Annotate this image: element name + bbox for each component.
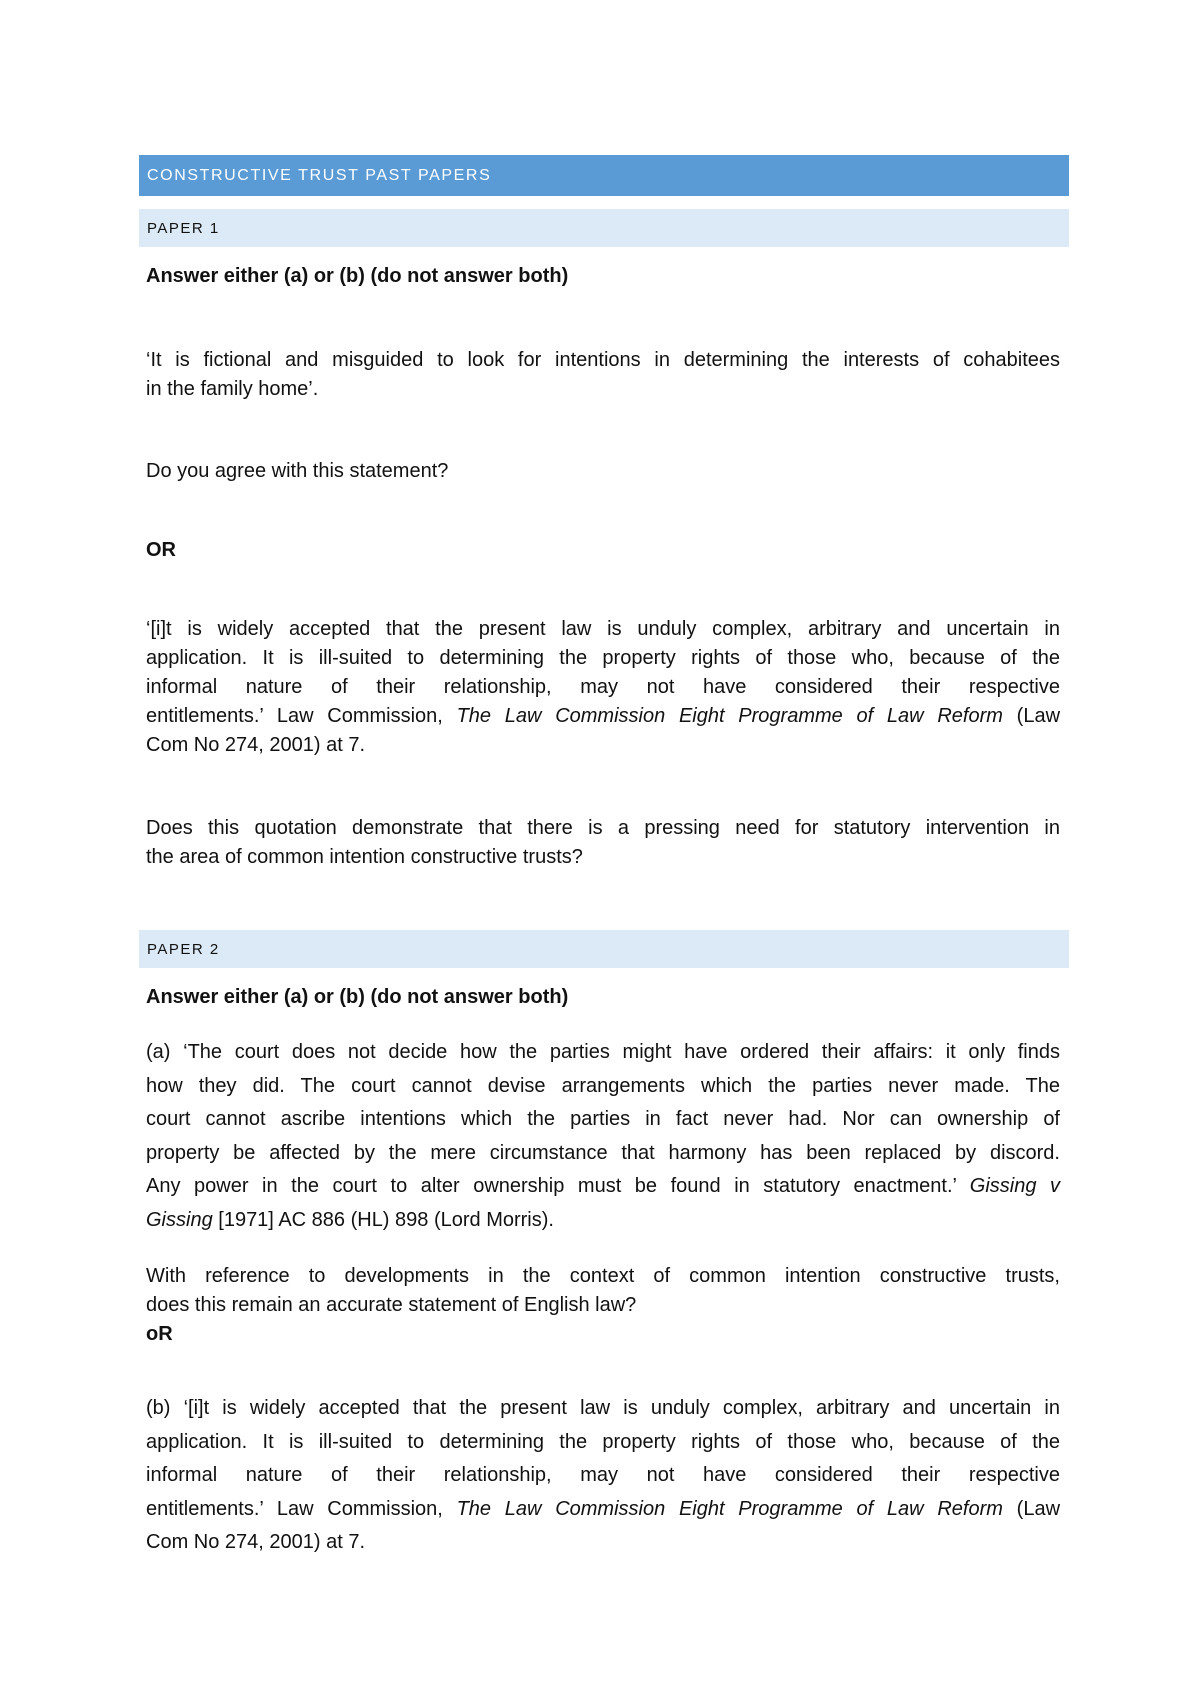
paper-2-option-b-line: informal nature of their relationship, may not have considered their respective [146,1464,1060,1486]
paper-1-quote-1-line: ‘It is fictional and misguided to look for intentions in determining the interests of cohabitees [146,349,1060,371]
quote-text: Any power in the court to alter ownership must be found in statutory enactment.’ [146,1175,970,1197]
paper-1-quote-1-line: in the family home’. [146,378,319,400]
paper-2-option-b-line [146,1493,1060,1527]
paper-1-quote-2-line [146,702,1060,731]
citation-prefix: entitlements.’ Law Commission, [146,705,457,727]
paper-1-question-2 [146,814,1060,872]
paper-2-option-a-line: (a) ‘The court does not decide how the parties might have ordered their affairs: it only finds [146,1041,1060,1063]
paper-2-option-a-line [146,1170,1060,1204]
paper-2-instruction: Answer either (a) or (b) (do not answer both) [146,986,569,1008]
document-title-bar [139,155,1069,196]
citation-title: The Law Commission Eight Programme of Law Reform [456,1497,1003,1520]
paper-1-heading-bar [139,209,1069,247]
paper-2-option-b-line: Com No 274, 2001) at 7. [146,1531,366,1553]
paper-2-heading-bar [139,930,1069,968]
paper-2-option-a-line: property be affected by the mere circumstance that harmony has been replaced by discord. [146,1141,1060,1164]
paper-2-heading: PAPER 2 [147,940,220,958]
paper-1-quote-2-line: informal nature of their relationship, may not have considered their respective [146,676,1060,698]
paper-2-option-b-line: application. It is ill-suited to determining the property rights of those who, because of the [146,1430,1060,1453]
citation-title: The Law Commission Eight Programme of Law Reform [456,705,1003,727]
paper-2-option-a-line [146,1204,1060,1238]
paper-1-quote-2-line: ‘[i]t is widely accepted that the present law is unduly complex, arbitrary and uncertain in [146,618,1060,640]
paper-1-quote-2 [146,615,1060,760]
paper-2-option-a-line: how they did. The court cannot devise arrangements which the parties never made. The [146,1074,1060,1097]
paper-1-or: OR [146,539,176,561]
paper-1-quote-2-line: Com No 274, 2001) at 7. [146,734,366,756]
paper-2-option-a-line: court cannot ascribe intentions which the parties in fact never had. Nor can ownership of [146,1108,1060,1130]
case-citation: [1971] AC 886 (HL) 898 (Lord Morris). [212,1208,554,1231]
paper-1-quote-1 [146,346,1060,404]
paper-1-instruction: Answer either (a) or (b) (do not answer both) [146,265,569,287]
case-name: Gissing v [969,1175,1061,1197]
paper-1-question-2-line: Does this quotation demonstrate that there is a pressing need for statutory intervention in [146,817,1060,839]
paper-2-or: oR [146,1323,173,1345]
citation-suffix: (Law [1002,1497,1061,1520]
case-name: Gissing [146,1208,213,1231]
paper-1-heading: PAPER 1 [147,219,220,237]
paper-1-quote-2-line: application. It is ill-suited to determining the property rights of those who, because of the [146,647,1060,669]
paper-2-option-b-line: (b) ‘[i]t is widely accepted that the present law is unduly complex, arbitrary and uncertain in [146,1397,1060,1419]
paper-2-option-a [146,1036,1060,1237]
citation-suffix: (Law [1002,705,1061,727]
citation-prefix: entitlements.’ Law Commission, [146,1497,457,1520]
paper-2-option-b [146,1392,1060,1560]
paper-2-question-line: does this remain an accurate statement of English law? [146,1294,637,1316]
paper-2-question [146,1262,1060,1349]
paper-2-question-line: With reference to developments in the context of common intention constructive trusts, [146,1265,1060,1287]
paper-1-question-1: Do you agree with this statement? [146,460,449,482]
paper-1-question-2-line: the area of common intention constructive trusts? [146,846,583,868]
document-title: CONSTRUCTIVE TRUST PAST PAPERS [147,166,492,184]
